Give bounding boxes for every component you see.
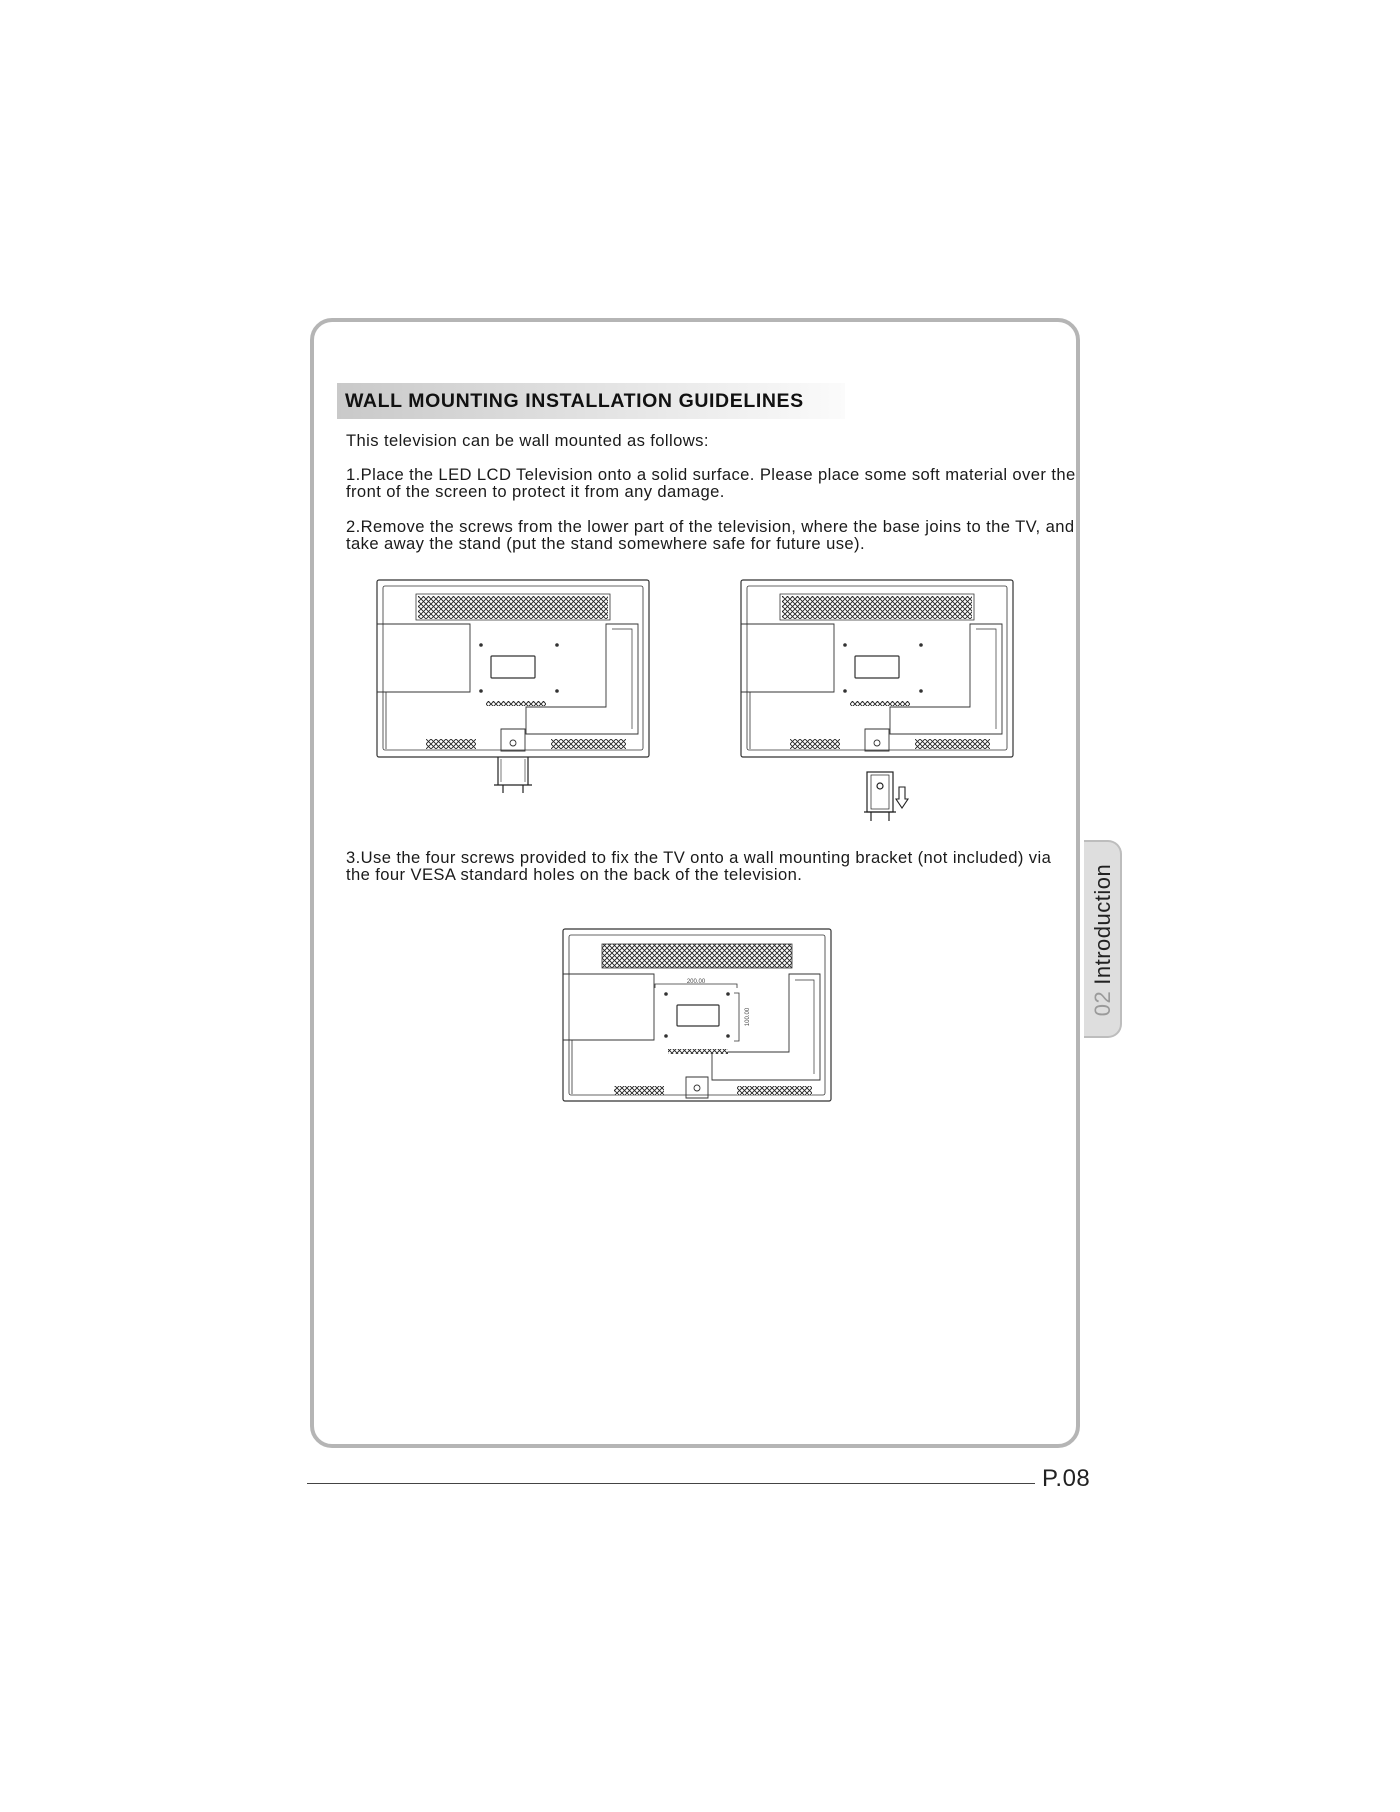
vesa-width-label: 200.00 <box>686 979 706 985</box>
tv-back-vesa-icon <box>562 928 834 1104</box>
tv-back-with-stand-icon <box>376 579 652 815</box>
step-1-text: 1.Place the LED LCD Television onto a solid surface. Please place some soft material over the front of the screen to protect it from any damage. <box>346 465 1076 501</box>
section-number: 02 <box>1090 990 1115 1017</box>
section-label: Introduction <box>1090 863 1115 985</box>
intro-text: This television can be wall mounted as follows: <box>346 431 709 450</box>
vesa-height-label: 100.00 <box>745 1007 751 1027</box>
down-arrow-icon <box>895 786 909 810</box>
footer-divider <box>307 1483 1035 1484</box>
section-heading: WALL MOUNTING INSTALLATION GUIDELINES <box>345 390 804 412</box>
page-number: P.08 <box>1042 1465 1091 1492</box>
step-2-text: 2.Remove the screws from the lower part of the television, where the base joins to the TV, and take away the stand (put the stand somewhere safe for future use). <box>346 517 1075 553</box>
section-tab-text <box>1090 864 1116 1016</box>
stand-icon <box>864 771 898 823</box>
step-3-text: 3.Use the four screws provided to fix the TV onto a wall mounting bracket (not included) via the four VESA standard holes on the back of the television. <box>346 848 1052 884</box>
